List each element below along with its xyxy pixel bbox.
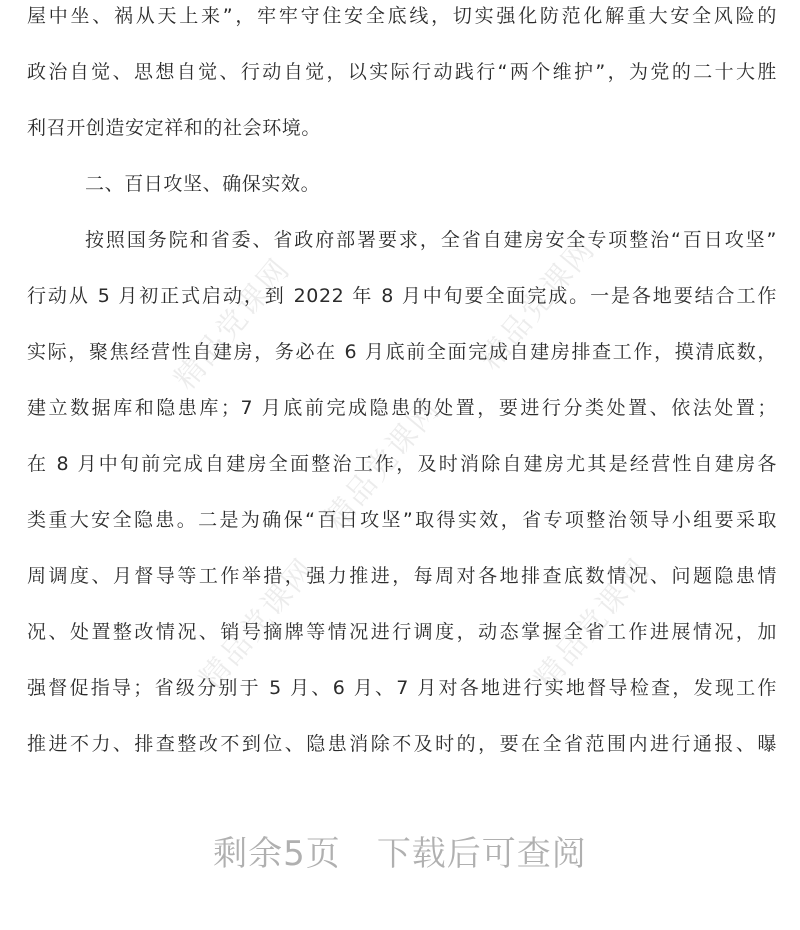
text-line: 实际，聚焦经营性自建房，务必在 6 月底前全面完成自建房排查工作，摸清底数， [27,341,777,363]
remaining-pages-prompt[interactable] [0,826,800,882]
download-prompt-label: 下载后可查阅 [376,834,587,874]
text-line: 强督促指导；省级分别于 5 月、6 月、7 月对各地进行实地督导检查，发现工作 [27,677,777,699]
section-heading: 二、百日攻坚、确保实效。 [85,173,321,195]
watermark: 精品党课网 [527,551,658,697]
text-line: 类重大安全隐患。二是为确保“百日攻坚”取得实效，省专项整治领导小组要采取 [27,509,777,531]
text-line: 政治自觉、思想自觉、行动自觉，以实际行动践行“两个维护”，为党的二十大胜 [27,61,777,83]
text-line: 利召开创造安定祥和的社会环境。 [27,117,322,139]
text-line: 推进不力、排查整改不到位、隐患消除不及时的，要在全省范围内进行通报、曝 [27,733,777,755]
text-line: 在 8 月中旬前完成自建房全面整治工作，及时消除自建房尤其是经营性自建房各 [27,453,777,475]
remaining-pages-label: 剩余5页 [213,834,341,874]
watermark: 精品党课网 [317,391,448,537]
text-line: 行动从 5 月初正式启动，到 2022 年 8 月中旬要全面完成。一是各地要结合工作 [27,285,777,307]
text-line: 建立数据库和隐患库；7 月底前完成隐患的处置，要进行分类处置、依法处置； [27,397,777,419]
watermark: 精品党课网 [192,551,323,697]
watermark: 精品党课网 [167,251,298,397]
text-line: 周调度、月督导等工作举措，强力推进，每周对各地排查底数情况、问题隐患情 [27,565,777,587]
text-line: 按照国务院和省委、省政府部署要求，全省自建房安全专项整治“百日攻坚” [85,229,777,251]
text-line: 况、处置整改情况、销号摘牌等情况进行调度，动态掌握全省工作进展情况，加 [27,621,777,643]
watermark: 精品党课网 [472,231,603,377]
text-line: 屋中坐、祸从天上来”，牢牢守住安全底线，切实强化防范化解重大安全风险的 [27,5,777,27]
